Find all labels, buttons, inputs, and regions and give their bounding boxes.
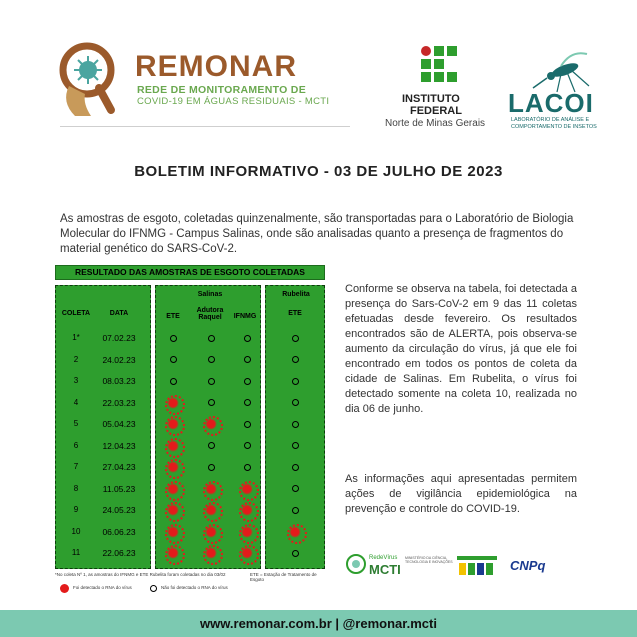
redevirus-logo-icon [345,553,367,575]
not-detected-circle-icon [208,335,215,342]
coleta-number: 7 [73,462,79,471]
not-detected-circle-icon [170,378,177,385]
remonar-title: REMONAR [135,50,297,83]
virus-detected-icon [167,526,179,538]
coleta-date: 12.04.23 [102,440,136,451]
virus-detected-icon [241,526,253,538]
virus-detected-icon [205,418,217,430]
not-detected-circle-icon [244,442,251,449]
governo-brasil-logo-icon [457,556,497,578]
cnpq-logo: CNPq [510,558,546,573]
not-detected-circle-icon [244,356,251,363]
if-title-line-1: INSTITUTO [402,93,460,105]
virus-detected-icon [241,504,253,516]
group-header-rubelita: Rubelita [282,291,310,298]
not-detected-circle-icon [170,356,177,363]
virus-detected-icon [167,483,179,495]
legend-negative-label: Não foi detectado o RNA do vírus [161,585,228,590]
virus-detected-icon [205,547,217,559]
coleta-date: 24.02.23 [102,354,136,365]
col-header-ete: ETE [166,313,180,320]
remonar-magnifier-virus-icon [55,40,125,120]
virus-detected-icon [167,397,179,409]
results-table-title: RESULTADO DAS AMOSTRAS DE ESGOTO COLETADAS [55,265,325,280]
virus-detected-icon [241,483,253,495]
intro-paragraph: As amostras de esgoto, coletadas quinzenalmente, são transportadas para o Laboratório de Biologia Molecular do IFNMG - Campus Salinas, onde são analisadas quanto a presença de fragmentos do material genético do SARS-CoV-2. [60,213,574,255]
coleta-date: 06.06.23 [102,526,136,537]
coleta-date: 05.04.23 [102,419,136,429]
not-detected-circle-icon [244,378,251,385]
coleta-date: 11.05.23 [102,483,136,494]
col-header-adutora: Adutora Raquel [196,307,224,321]
not-detected-circle-icon [244,335,251,342]
header [0,0,637,140]
not-detected-circle-icon [292,335,299,342]
coleta-number: 1* [72,333,80,342]
coleta-date: 22.03.23 [102,397,136,408]
not-detected-circle-icon [244,464,251,471]
coleta-date: 08.03.23 [102,376,136,386]
virus-detected-icon [167,418,179,430]
virus-detected-icon [205,526,217,538]
not-detected-circle-icon [208,399,215,406]
not-detected-circle-icon [244,421,251,428]
virus-detected-icon [167,504,179,516]
lacoi-subtitle-1: LABORATÓRIO DE ANÁLISE E [511,117,590,123]
virus-detected-icon [167,440,179,452]
coleta-number: 2 [73,354,79,364]
footer-bar: www.remonar.com.br | @remonar.mcti [0,610,637,637]
virus-detected-icon [205,483,217,495]
coleta-number: 5 [73,419,79,428]
not-detected-circle-icon [292,485,299,492]
virus-detected-icon [167,547,179,559]
redevirus-mcti-label: MCTI [369,562,401,577]
not-detected-circle-icon [292,464,299,471]
coleta-number: 4 [73,397,79,407]
coleta-date: 07.02.23 [102,333,136,343]
lacoi-title: LACOI [508,88,594,118]
not-detected-circle-icon [208,442,215,449]
analysis-paragraph: Conforme se observa na tabela, foi detectada a presença do Sars-CoV-2 em 9 das 11 coletas efetuadas desde fevereiro. Os resultados encontrados são de ALERTA, pois observa-se aumento da circulação do vírus, já que ele foi encontrado em todos os pontos de coleta da cidade de Salinas. Em Rubelita, o vírus foi detectado somente na coleta 10, realizada no dia 06 de junho. [345,283,577,415]
results-table [55,265,325,570]
redevirus-label: RedeVírus [369,555,398,561]
not-detected-circle-icon [244,399,251,406]
not-detected-circle-icon [292,356,299,363]
coleta-date: 22.06.23 [102,548,136,558]
col-header-ifnmg: IFNMG [233,313,257,320]
not-detected-circle-icon [292,378,299,385]
not-detected-circle-icon [292,507,299,514]
remonar-subtitle-2: COVID-19 EM ÁGUAS RESIDUAIS - MCTI [137,96,330,107]
col-header-coleta: COLETA [61,310,91,317]
bulletin-title: BOLETIM INFORMATIVO - 03 DE JULHO DE 2023 [134,163,503,180]
not-detected-circle-icon [208,464,215,471]
coleta-date: 27.04.23 [102,462,136,472]
virus-detected-icon [167,461,179,473]
coleta-number: 3 [73,376,79,385]
not-detected-circle-icon [292,550,299,557]
if-title-line-2: FEDERAL [410,105,462,117]
not-detected-circle-icon [292,421,299,428]
virus-detected-icon [241,547,253,559]
not-detected-circle-icon [208,356,215,363]
col-header-data: DATA [109,310,129,317]
legend-positive-label: Foi detectado o RNA do vírus [73,585,132,590]
coleta-number: 8 [73,483,79,493]
ministry-label: MINISTÉRIO DA CIÊNCIA, TECNOLOGIA E INOVAÇÕES [405,556,453,564]
not-detected-circle-icon [170,335,177,342]
table-note: *No coleta Nº 1, as amostras do IFNMG e ETE Rubelita foram coletadas no dia 03/02 [55,572,226,577]
legend-positive-virus-icon [60,584,69,593]
coleta-number: 11 [71,548,81,557]
ete-definition-note: ETE = Estação de Tratamento de Esgoto [250,572,317,582]
coleta-number: 10 [71,526,81,536]
header-divider [60,126,350,127]
remonar-subtitle-1: REDE DE MONITORAMENTO DE [137,84,306,96]
virus-detected-icon [289,526,301,538]
legend-negative-circle-icon [150,585,157,592]
col-header-ete-rubelita: ETE [288,310,302,317]
group-header-salinas: Salinas [197,291,223,298]
coleta-number: 6 [73,440,79,450]
not-detected-circle-icon [292,442,299,449]
not-detected-circle-icon [208,378,215,385]
if-subtitle: Norte de Minas Gerais [385,118,486,129]
lacoi-subtitle-2: COMPORTAMENTO DE INSETOS [511,124,597,130]
virus-detected-icon [205,504,217,516]
coleta-number: 9 [73,505,79,514]
instituto-federal-logo-icon [420,45,460,89]
not-detected-circle-icon [292,399,299,406]
coleta-date: 24.05.23 [102,505,136,515]
surveillance-paragraph: As informações aqui apresentadas permitem ações de vigilância epidemiológica na prevenção e controle do COVID-19. [345,473,577,515]
